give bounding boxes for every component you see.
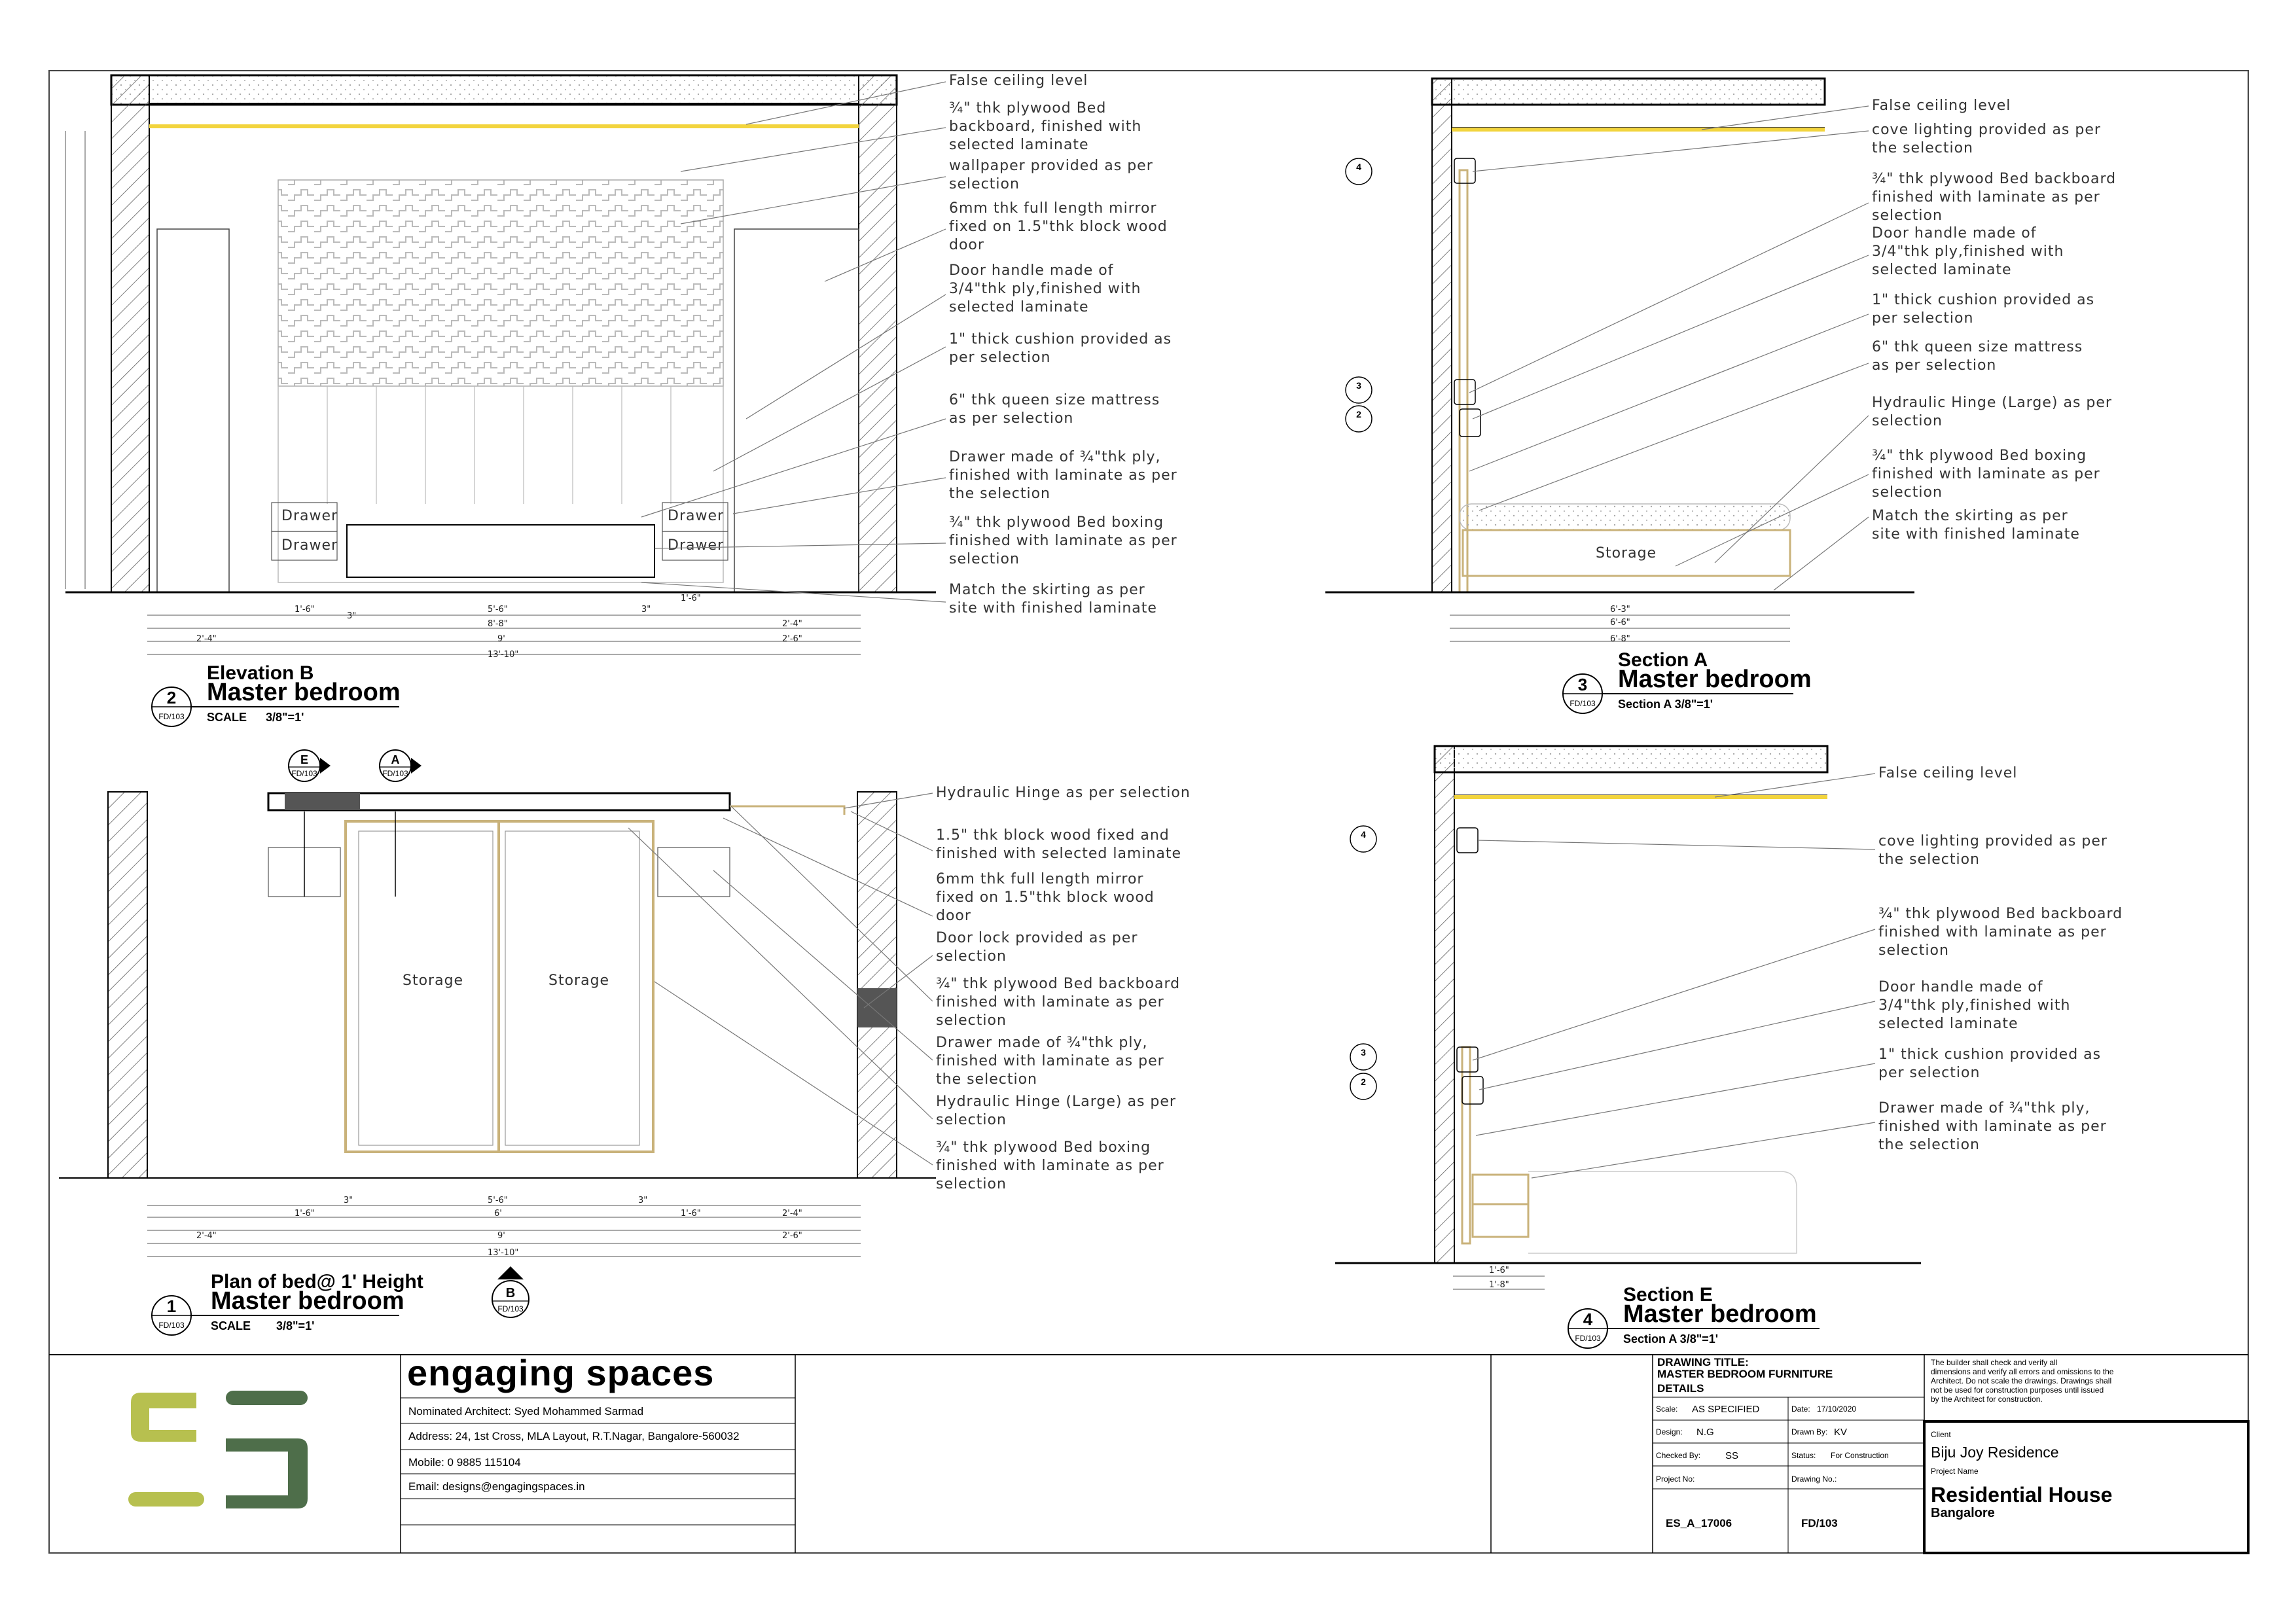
note: finished with selected laminate [936, 846, 1182, 862]
client-label: Client [1931, 1430, 1951, 1439]
section-e-dims [1489, 1266, 1509, 1290]
section-ref: FD/103 [497, 1304, 524, 1313]
drawn-label: Drawn By: [1791, 1427, 1828, 1436]
dim: 6'-3" [1610, 605, 1630, 615]
note: Door handle made of [949, 262, 1114, 279]
section-ref: FD/103 [291, 769, 317, 778]
elevation-b-title [152, 662, 401, 726]
date-label: Date: [1791, 1404, 1810, 1414]
client-name: Biju Joy Residence [1931, 1444, 2059, 1461]
drawer-label: Drawer [281, 537, 338, 554]
dim: 6' [494, 1209, 502, 1219]
drawing-no-label: Drawing No.: [1791, 1474, 1837, 1484]
sheet-ref: FD/103 [1570, 699, 1596, 708]
note: 1" thick cushion provided as [1878, 1046, 2102, 1063]
disclaimer: by the Architect for construction. [1931, 1395, 2043, 1404]
dim: 3" [344, 1196, 353, 1205]
note: False ceiling level [1878, 765, 2018, 781]
scale-label: SCALE [207, 711, 247, 724]
note: selected laminate [949, 137, 1089, 153]
note: per selection [949, 349, 1051, 366]
scale-label: Scale: [1656, 1404, 1678, 1414]
section-a-title [1563, 649, 1812, 713]
section-letter: E [300, 753, 309, 766]
view-subtitle: Master bedroom [211, 1287, 404, 1315]
note: ¾" thk plywood Bed boxing [936, 1139, 1151, 1156]
note: the selection [936, 1071, 1037, 1088]
note: selected laminate [1878, 1016, 2018, 1032]
scale-value: AS SPECIFIED [1692, 1404, 1760, 1415]
note: Match the skirting as per [1872, 508, 2068, 524]
note: finished with laminate as per [949, 467, 1177, 484]
dim: 2'-6" [782, 634, 802, 644]
project-location: Bangalore [1931, 1506, 1995, 1520]
note: site with finished laminate [949, 600, 1157, 616]
scale-value: 3/8"=1' [276, 1319, 315, 1332]
drawing-no-value: FD/103 [1801, 1517, 1838, 1529]
design-label: Design: [1656, 1427, 1683, 1436]
dim: 6'-8" [1610, 634, 1630, 644]
dim: 3" [641, 605, 651, 615]
note: site with finished laminate [1872, 526, 2080, 543]
elevation-b-drawing [65, 75, 936, 654]
note: finished with laminate as per [1872, 189, 2100, 205]
plan-drawing [59, 792, 936, 1257]
disclaimer: Architect. Do not scale the drawings. Drawings shall [1931, 1376, 2112, 1385]
note: 3/4"thk ply,finished with [1872, 243, 2064, 260]
note: Door handle made of [1878, 979, 2043, 995]
checked-value: SS [1725, 1450, 1739, 1461]
dim: 2'-4" [196, 1231, 217, 1241]
note: selection [1872, 207, 1943, 224]
note: 6mm thk full length mirror [936, 871, 1144, 887]
disclaimer: dimensions and verify all errors and omissions to the [1931, 1367, 2114, 1376]
dim: 13'-10" [488, 1248, 519, 1258]
dim: 2'-4" [196, 634, 217, 644]
note: per selection [1878, 1065, 1981, 1081]
note: False ceiling level [949, 73, 1088, 89]
elevation-b-drawer-labels [281, 508, 724, 554]
dim: 3" [638, 1196, 648, 1205]
section-e-drawing [1335, 746, 1921, 1289]
checked-label: Checked By: [1656, 1451, 1701, 1460]
status-label: Status: [1791, 1451, 1816, 1460]
note: Door lock provided as per [936, 930, 1138, 946]
note: as per selection [1872, 357, 1997, 374]
note: Match the skirting as per [949, 582, 1145, 598]
storage-label: Storage [1596, 545, 1657, 562]
note: 6" thk queen size mattress [949, 392, 1160, 408]
note: 1.5" thk block wood fixed and [936, 827, 1170, 844]
dim: 1'-6" [1489, 1266, 1509, 1275]
note: ¾" thk plywood Bed [949, 100, 1107, 116]
note: backboard, finished with [949, 118, 1142, 135]
dim: 5'-6" [488, 605, 508, 615]
callout-number: 4 [1356, 162, 1361, 172]
drawer-label: Drawer [668, 508, 725, 524]
note: selection [936, 948, 1007, 965]
view-title: Plan of bed@ 1' Height [211, 1271, 423, 1293]
note: door [949, 237, 984, 253]
plan-section-marker-a [380, 750, 422, 897]
drawing-title: DETAILS [1657, 1382, 1704, 1395]
drawer-label: Drawer [281, 508, 338, 524]
note: the selection [1872, 140, 1973, 156]
view-title: Section E [1623, 1284, 1713, 1306]
note: finished with laminate as per [936, 1053, 1164, 1069]
note: Hydraulic Hinge (Large) as per [1872, 395, 2112, 411]
callout-number: 2 [1361, 1077, 1366, 1087]
note: per selection [1872, 310, 1974, 327]
note: selection [936, 1012, 1007, 1029]
note: selection [949, 176, 1020, 192]
title-block [49, 1355, 2248, 1553]
view-number: 4 [1583, 1310, 1593, 1329]
section-e-callouts [1350, 826, 1483, 1104]
status-value: For Construction [1831, 1451, 1889, 1460]
callout-number: 3 [1356, 380, 1361, 391]
note: selection [1872, 413, 1943, 429]
callout-number: 3 [1361, 1047, 1366, 1058]
callout-number: 2 [1356, 409, 1361, 419]
note: finished with laminate as per [1872, 466, 2100, 482]
drawing-title: MASTER BEDROOM FURNITURE [1657, 1368, 1833, 1380]
note: False ceiling level [1872, 98, 2011, 114]
view-subtitle: Master bedroom [207, 679, 401, 706]
project-no-label: Project No: [1656, 1474, 1695, 1484]
view-title: Section A [1618, 649, 1708, 671]
note: ¾" thk plywood Bed backboard [1878, 906, 2123, 922]
dim: 13'-10" [488, 650, 519, 660]
dim: 1'-6" [295, 605, 315, 615]
note: ¾" thk plywood Bed boxing [1872, 448, 2087, 464]
note: as per selection [949, 410, 1074, 427]
note: selection [1878, 942, 1949, 959]
drawn-value: KV [1834, 1427, 1848, 1438]
note: finished with laminate as per [1878, 924, 2107, 940]
dim: 1'-6" [681, 1209, 701, 1219]
note: selected laminate [1872, 262, 2012, 278]
plan-title [152, 1271, 423, 1335]
note: Drawer made of ¾"thk ply, [1878, 1100, 2090, 1116]
dim: 2'-4" [782, 1209, 802, 1219]
project-name-label: Project Name [1931, 1467, 1979, 1476]
view-subtitle: Master bedroom [1618, 666, 1812, 693]
design-value: N.G [1696, 1427, 1714, 1438]
note: Drawer made of ¾"thk ply, [936, 1035, 1148, 1051]
note: 3/4"thk ply,finished with [1878, 997, 2071, 1014]
disclaimer: not be used for construction purposes until issued [1931, 1385, 2104, 1395]
sheet-ref: FD/103 [1575, 1334, 1601, 1343]
dim: 1'-6" [681, 594, 701, 603]
note: 3/4"thk ply,finished with [949, 281, 1141, 297]
note: the selection [949, 486, 1050, 502]
note: the selection [1878, 851, 1980, 868]
scale-line: Section A 3/8"=1' [1618, 698, 1713, 711]
callout-number: 4 [1361, 829, 1366, 840]
drawer-label: Drawer [668, 537, 725, 554]
section-e-notes [1878, 765, 2123, 1153]
note: Drawer made of ¾"thk ply, [949, 449, 1161, 465]
scale-line: Section A 3/8"=1' [1623, 1332, 1719, 1346]
plan-dims [196, 1196, 802, 1258]
view-number: 1 [166, 1296, 177, 1316]
note: 6mm thk full length mirror [949, 200, 1157, 217]
note: 1" thick cushion provided as [1872, 292, 2095, 308]
note: ¾" thk plywood Bed backboard [936, 976, 1181, 992]
scale-value: 3/8"=1' [266, 711, 304, 724]
note: selection [1872, 484, 1943, 501]
scale-label: SCALE [211, 1319, 251, 1332]
note: cove lighting provided as per [1878, 833, 2108, 849]
elevation-b-dims [196, 594, 802, 660]
note: selected laminate [949, 299, 1089, 315]
view-subtitle: Master bedroom [1623, 1300, 1817, 1328]
section-a-dims [1610, 605, 1630, 644]
plan-notes [936, 785, 1191, 1192]
firm-address: Address: 24, 1st Cross, MLA Layout, R.T.Nagar, Bangalore-560032 [408, 1430, 740, 1442]
dim: 6'-6" [1610, 618, 1630, 628]
dim: 5'-6" [488, 1196, 508, 1205]
sheet-ref: FD/103 [158, 1321, 185, 1330]
note: wallpaper provided as per [949, 158, 1153, 174]
section-a-notes [1872, 98, 2116, 543]
view-title: Elevation B [207, 662, 314, 684]
dim: 3" [347, 611, 357, 621]
note: Hydraulic Hinge as per selection [936, 785, 1191, 801]
note: fixed on 1.5"thk block wood [936, 889, 1155, 906]
note: finished with laminate as per [936, 994, 1164, 1010]
note: selection [949, 551, 1020, 567]
note: ¾" thk plywood Bed boxing [949, 514, 1164, 531]
firm-logo [128, 1391, 308, 1508]
elevation-b-notes [949, 73, 1177, 616]
note: finished with laminate as per [936, 1158, 1164, 1174]
dim: 2'-6" [782, 1231, 802, 1241]
note: 6" thk queen size mattress [1872, 339, 2083, 355]
storage-label: Storage [403, 972, 464, 989]
plan-section-marker-e [289, 750, 331, 897]
view-number: 2 [166, 688, 177, 707]
firm-email: Email: designs@engagingspaces.in [408, 1480, 585, 1493]
note: the selection [1878, 1137, 1980, 1153]
section-e-title [1568, 1284, 1820, 1348]
note: Hydraulic Hinge (Large) as per [936, 1094, 1176, 1110]
firm-name: engaging spaces [407, 1352, 715, 1393]
note: door [936, 908, 971, 924]
section-letter: B [505, 1286, 516, 1300]
note: Door handle made of [1872, 225, 2037, 241]
sheet-ref: FD/103 [158, 712, 185, 721]
view-number: 3 [1577, 675, 1588, 694]
note: selection [936, 1176, 1007, 1192]
note: fixed on 1.5"thk block wood [949, 219, 1168, 235]
project-no-value: ES_A_17006 [1666, 1517, 1732, 1529]
architect-name: Nominated Architect: Syed Mohammed Sarmad [408, 1405, 644, 1418]
note: ¾" thk plywood Bed backboard [1872, 171, 2117, 187]
section-e-leaders [1473, 774, 1875, 1178]
firm-mobile: Mobile: 0 9885 115104 [408, 1456, 521, 1469]
note: finished with laminate as per [1878, 1118, 2107, 1135]
note: selection [936, 1112, 1007, 1128]
dim: 2'-4" [782, 619, 802, 629]
section-ref: FD/103 [382, 769, 408, 778]
plan-section-marker-b [492, 1266, 529, 1317]
project-name: Residential House [1931, 1483, 2113, 1507]
dim: 1'-8" [1489, 1280, 1509, 1290]
note: 1" thick cushion provided as [949, 331, 1172, 348]
note: cove lighting provided as per [1872, 122, 2101, 138]
dim: 9' [497, 1231, 505, 1241]
disclaimer: The builder shall check and verify all [1931, 1358, 2058, 1367]
dim: 1'-6" [295, 1209, 315, 1219]
dim: 8'-8" [488, 619, 508, 629]
drawing-title-label: DRAWING TITLE: [1657, 1356, 1749, 1368]
storage-label: Storage [548, 972, 610, 989]
section-letter: A [391, 753, 400, 766]
dim: 9' [497, 634, 505, 644]
date-value: 17/10/2020 [1817, 1404, 1857, 1414]
note: finished with laminate as per [949, 533, 1177, 549]
